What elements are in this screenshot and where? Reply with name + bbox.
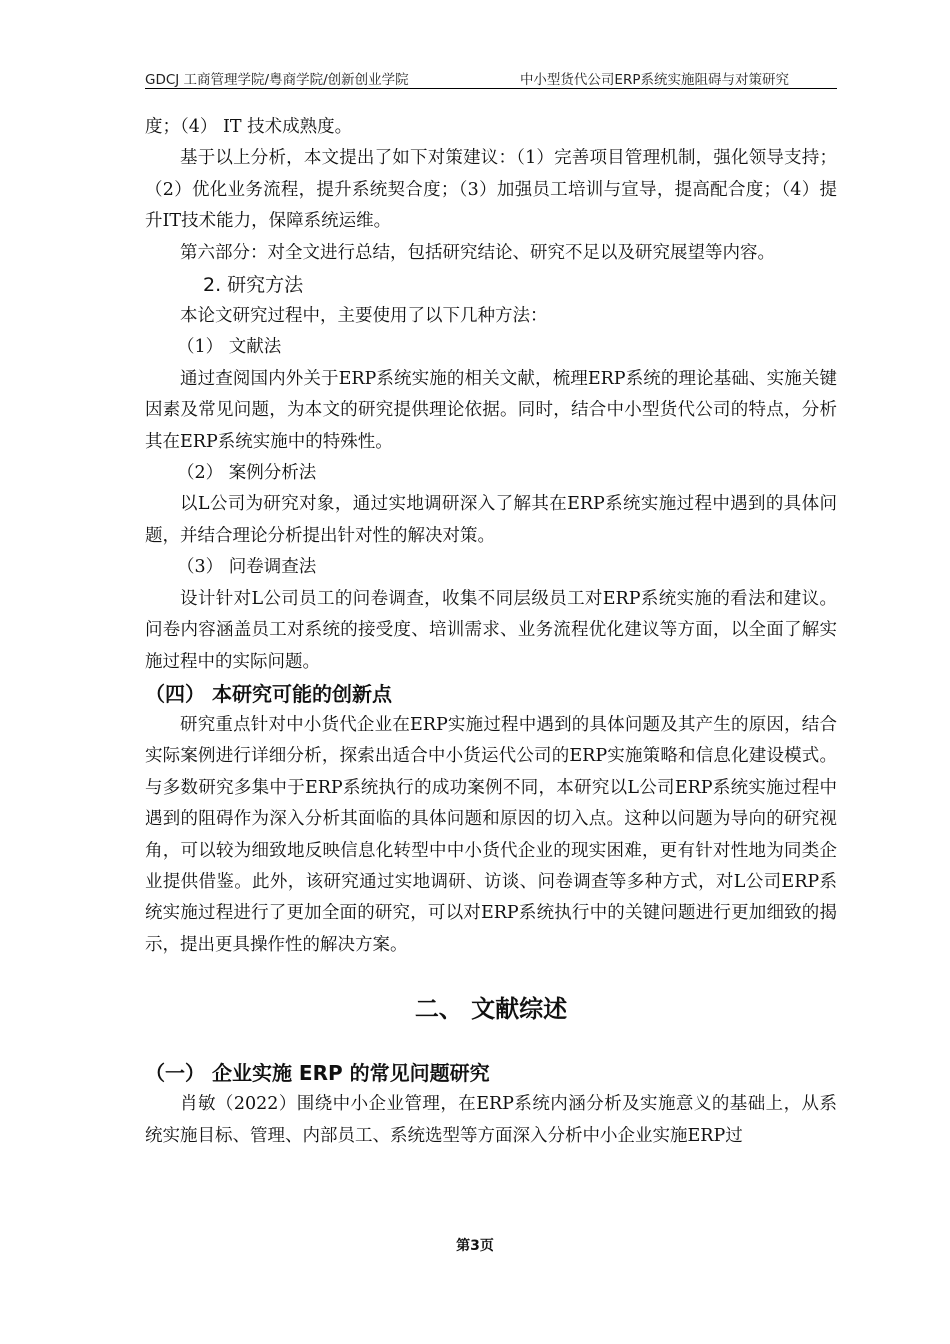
page-number: 第3页 <box>456 1238 494 1254</box>
method-title: （3） 问卷调查法 <box>177 557 317 578</box>
method-title: （1） 文献法 <box>177 337 282 358</box>
section-heading: （四） 本研究可能的创新点 <box>145 681 392 706</box>
paragraph: 通过查阅国内外关于ERP系统实施的相关文献，梳理ERP系统的理论基础、实施关键因素及常见问题，为本文的研究提供理论依据。同时，结合中小型货代公司的特点，分析其在ERP系统实施中的特殊性。 <box>145 368 837 452</box>
paragraph: 设计针对L公司员工的问卷调查，收集不同层级员工对ERP系统实施的看法和建议。问卷内容涵盖员工对系统的接受度、培训需求、业务流程优化建议等方面，以全面了解实施过程中的实际问题。 <box>145 588 837 672</box>
chapter-heading: 二、 文献综述 <box>414 995 568 1024</box>
header-right: 中小型货代公司ERP系统实施阻碍与对策研究 <box>519 72 789 88</box>
page-header <box>145 66 837 89</box>
paragraph: 以L公司为研究对象，通过实地调研深入了解其在ERP系统实施过程中遇到的具体问题，并结合理论分析提出针对性的解决对策。 <box>145 494 837 546</box>
paragraph: 本论文研究过程中，主要使用了以下几种方法： <box>180 306 548 327</box>
paragraph: 第六部分：对全文进行总结，包括研究结论、研究不足以及研究展望等内容。 <box>180 242 775 263</box>
paragraph: 基于以上分析，本文提出了如下对策建议：（1）完善项目管理机制，强化领导支持；（2）优化业务流程，提升系统契合度；（3）加强员工培训与宣导，提高配合度；（4）提升IT技术能力，保障系统运维。 <box>145 148 837 232</box>
subsection-heading: 2. 研究方法 <box>203 274 304 297</box>
paragraph: 肖敏（2022）围绕中小企业管理，在ERP系统内涵分析及实施意义的基础上，从系统实施目标、管理、内部员工、系统选型等方面深入分析中小企业实施ERP过 <box>145 1094 837 1146</box>
method-title: （2） 案例分析法 <box>177 463 317 484</box>
paragraph: 度；（4） IT 技术成熟度。 <box>145 117 353 137</box>
header-left: GDCJ 工商管理学院/粤商学院/创新创业学院 <box>145 72 409 88</box>
body-content <box>145 112 837 1152</box>
section-heading: （一） 企业实施 ERP 的常见问题研究 <box>145 1061 490 1086</box>
paragraph: 研究重点针对中小货代企业在ERP实施过程中遇到的具体问题及其产生的原因，结合实际案例进行详细分析，探索出适合中小货运代公司的ERP实施策略和信息化建设模式。与多数研究多集中于ERP系统执行的成功案例不同，本研究以L公司ERP系统实施过程中遇到的阻碍作为深入分析其面临的具体问题和原因的切入点。这种以问题为导向的研究视角，可以较为细致地反映信息化转型中中小货代企业的现实困难，更有针对性地为同类企业提供借鉴。此外，该研究通过实地调研、访谈、问卷调查等多种方式，对L公司ERP系统实施过程进行了更加全面的研究，可以对ERP系统执行中的关键问题进行更加细致的揭示，提出更具操作性的解决方案。 <box>145 714 837 955</box>
